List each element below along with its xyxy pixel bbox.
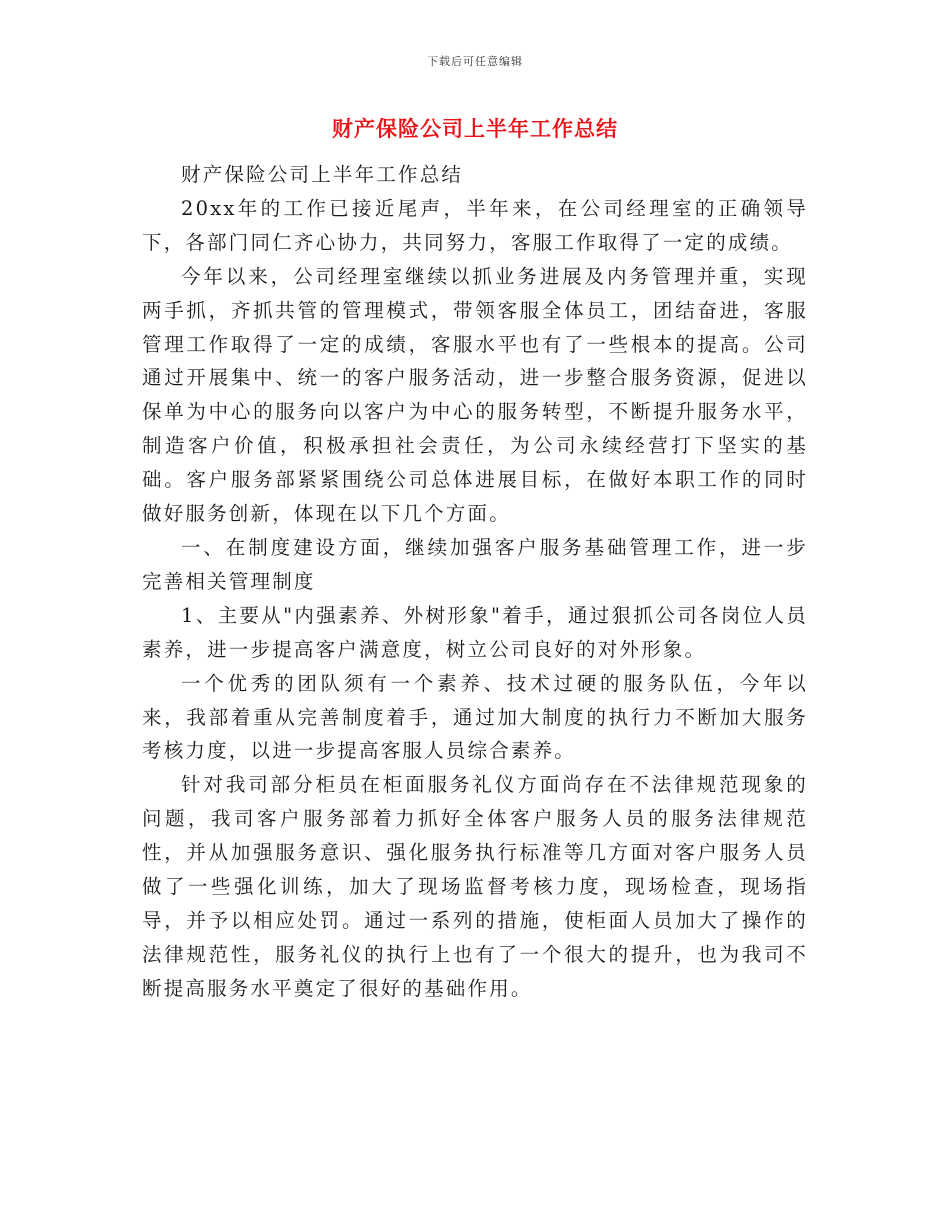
paragraph: 今年以来，公司经理室继续以抓业务进展及内务管理并重，实现两手抓，齐抓共管的管理模式，带领客服全体员工，团结奋进，客服管理工作取得了一定的成绩，客服水平也有了一些根本的提高。公司通过开展集中、统一的客户服务活动，进一步整合服务资源，促进以保单为中心的服务向以客户为中心的服务转型，不断提升服务水平，制造客户价值，积极承担社会责任，为公司永续经营打下坚实的基础。客户服务部紧紧围绕公司总体进展目标，在做好本职工作的同时做好服务创新，体现在以下几个方面。 (142, 264, 808, 526)
header-note: 下载后可任意编辑 (427, 55, 523, 68)
document-title: 财产保险公司上半年工作总结 (332, 117, 618, 141)
paragraph: 20xx年的工作已接近尾声，半年来，在公司经理室的正确领导下，各部门同仁齐心协力，共同努力，客服工作取得了一定的成绩。 (142, 196, 808, 254)
paragraph: 针对我司部分柜员在柜面服务礼仪方面尚存在不法律规范现象的问题，我司客户服务部着力抓好全体客户服务人员的服务法律规范性，并从加强服务意识、强化服务执行标准等几方面对客户服务人员做了一些强化训练，加大了现场监督考核力度，现场检查，现场指导，并予以相应处罚。通过一系列的措施，使柜面人员加大了操作的法律规范性，服务礼仪的执行上也有了一个很大的提升，也为我司不断提高服务水平奠定了很好的基础作用。 (142, 773, 808, 1000)
paragraph-subtitle: 财产保险公司上半年工作总结 (181, 163, 464, 186)
document-body (142, 158, 808, 1006)
paragraph: 1、主要从"内强素养、外树形象"着手，通过狠抓公司各岗位人员素养，进一步提高客户满意度，树立公司良好的对外形象。 (142, 603, 808, 661)
paragraph: 一个优秀的团队须有一个素养、技术过硬的服务队伍，今年以来，我部着重从完善制度着手，通过加大制度的执行力不断加大服务考核力度，以进一步提高客服人员综合素养。 (142, 671, 808, 763)
paragraph-section-heading: 一、在制度建设方面，继续加强客户服务基础管理工作，进一步完善相关管理制度 (142, 535, 808, 593)
